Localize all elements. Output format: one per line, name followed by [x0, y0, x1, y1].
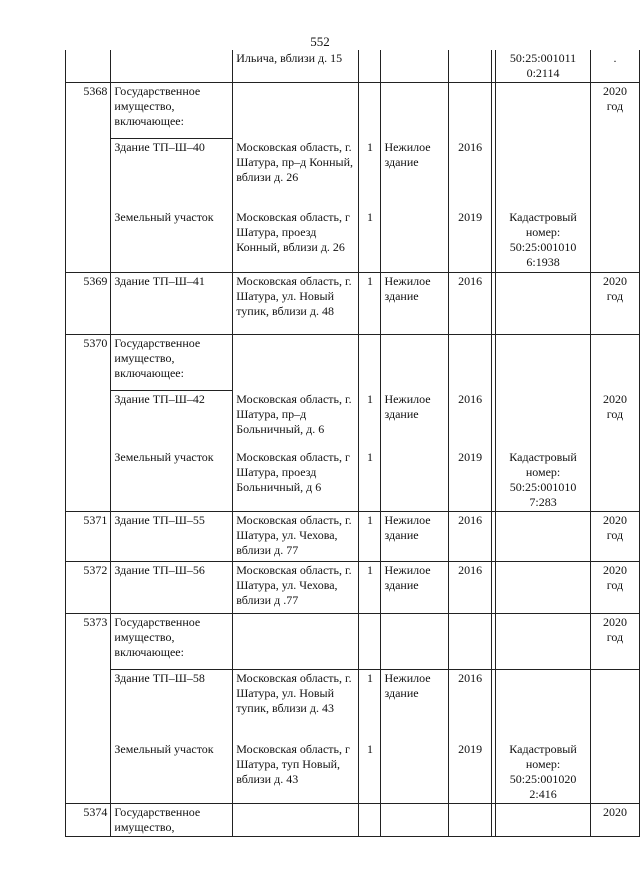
cell-name: Земельный участок: [111, 741, 233, 804]
cell-type: [381, 449, 448, 512]
cell-inclusion-year: .: [590, 50, 639, 83]
table-row: [66, 139, 640, 209]
cell-name: Земельный участок: [111, 209, 233, 273]
cell-year: 2019: [448, 209, 492, 273]
cell-year: 2016: [448, 391, 492, 449]
cell-year: [448, 804, 492, 837]
cell-inclusion-year: [590, 741, 639, 804]
cell-name: Государственное имущество, включающее:: [111, 83, 233, 139]
table-row: [66, 83, 640, 139]
table-row: [66, 50, 640, 83]
cell-cadastral: [496, 804, 591, 837]
cell-address: Московская область, г. Шатура, пр–д Конный, вблизи д. 26: [233, 139, 359, 209]
cell-inclusion-year: 2020 год: [590, 83, 639, 139]
cell-year: [448, 83, 492, 139]
cell-number: [66, 449, 111, 512]
cell-year: [448, 613, 492, 669]
cell-quantity: [359, 804, 381, 837]
cell-name: [111, 50, 233, 83]
cell-type: Нежилое здание: [381, 561, 448, 613]
cell-number: 5370: [66, 335, 111, 391]
cell-address: Московская область, г. Шатура, ул. Чехова, вблизи д .77: [233, 561, 359, 613]
cell-year: 2016: [448, 139, 492, 209]
cell-address: Московская область, г. Шатура, ул. Новый тупик, вблизи д. 48: [233, 273, 359, 335]
cell-type: [381, 83, 448, 139]
cell-address: Московская область, г Шатура, проезд Конный, вблизи д. 26: [233, 209, 359, 273]
cell-name: Здание ТП–Ш–56: [111, 561, 233, 613]
cell-year: [448, 335, 492, 391]
cell-inclusion-year: 2020: [590, 804, 639, 837]
cell-cadastral: 50:25:001011 0:2114: [496, 50, 591, 83]
cell-name: Государственное имущество, включающее:: [111, 335, 233, 391]
cell-type: Нежилое здание: [381, 669, 448, 741]
table-row: [66, 561, 640, 613]
cell-name: Здание ТП–Ш–42: [111, 391, 233, 449]
cell-number: [66, 209, 111, 273]
table-row: [66, 804, 640, 837]
cell-address: Московская область, г Шатура, туп Новый, вблизи д. 43: [233, 741, 359, 804]
cell-type: [381, 209, 448, 273]
cell-cadastral: [496, 335, 591, 391]
cell-quantity: 1: [359, 511, 381, 561]
cell-type: [381, 613, 448, 669]
cell-name: Здание ТП–Ш–41: [111, 273, 233, 335]
cell-cadastral: [496, 511, 591, 561]
cell-name: Здание ТП–Ш–40: [111, 139, 233, 209]
cell-number: [66, 139, 111, 209]
cell-cadastral: [496, 391, 591, 449]
cell-name: Здание ТП–Ш–58: [111, 669, 233, 741]
table-row: [66, 391, 640, 449]
cell-quantity: 1: [359, 561, 381, 613]
cell-name: Государственное имущество, включающее:: [111, 613, 233, 669]
cell-number: 5373: [66, 613, 111, 669]
cell-cadastral: Кадастровый номер: 50:25:001020 2:416: [496, 741, 591, 804]
cell-type: Нежилое здание: [381, 273, 448, 335]
cell-address: [233, 613, 359, 669]
cell-year: 2019: [448, 449, 492, 512]
cell-number: [66, 669, 111, 741]
cell-quantity: 1: [359, 139, 381, 209]
table-row: [66, 449, 640, 512]
cell-address: Московская область, г. Шатура, ул. Новый тупик, вблизи д. 43: [233, 669, 359, 741]
cell-number: 5368: [66, 83, 111, 139]
cell-cadastral: [496, 669, 591, 741]
cell-type: [381, 50, 448, 83]
cell-number: 5371: [66, 511, 111, 561]
cell-type: [381, 741, 448, 804]
table-row: [66, 511, 640, 561]
page-number: 552: [310, 34, 330, 49]
cell-year: 2016: [448, 273, 492, 335]
table-row: [66, 335, 640, 391]
cell-type: [381, 804, 448, 837]
cell-quantity: 1: [359, 669, 381, 741]
property-register-table: [65, 50, 640, 837]
cell-year: 2016: [448, 669, 492, 741]
cell-cadastral: Кадастровый номер: 50:25:001010 6:1938: [496, 209, 591, 273]
cell-type: Нежилое здание: [381, 511, 448, 561]
cell-cadastral: Кадастровый номер: 50:25:001010 7:283: [496, 449, 591, 512]
cell-number: [66, 50, 111, 83]
cell-inclusion-year: 2020 год: [590, 561, 639, 613]
cell-number: 5374: [66, 804, 111, 837]
cell-quantity: 1: [359, 209, 381, 273]
cell-quantity: [359, 335, 381, 391]
cell-quantity: [359, 83, 381, 139]
cell-inclusion-year: [590, 449, 639, 512]
cell-quantity: [359, 50, 381, 83]
cell-cadastral: [496, 561, 591, 613]
cell-inclusion-year: 2020 год: [590, 511, 639, 561]
cell-address: Московская область, г. Шатура, ул. Чехова, вблизи д. 77: [233, 511, 359, 561]
cell-inclusion-year: [590, 669, 639, 741]
cell-address: Ильича, вблизи д. 15: [233, 50, 359, 83]
cell-year: 2019: [448, 741, 492, 804]
cell-number: 5369: [66, 273, 111, 335]
cell-quantity: 1: [359, 741, 381, 804]
table-row: [66, 741, 640, 804]
cell-quantity: 1: [359, 273, 381, 335]
cell-type: Нежилое здание: [381, 139, 448, 209]
cell-year: 2016: [448, 561, 492, 613]
cell-cadastral: [496, 273, 591, 335]
cell-address: [233, 804, 359, 837]
table-row: [66, 209, 640, 273]
cell-name: Земельный участок: [111, 449, 233, 512]
cell-address: Московская область, г Шатура, проезд Больничный, д 6: [233, 449, 359, 512]
cell-quantity: 1: [359, 391, 381, 449]
cell-inclusion-year: [590, 209, 639, 273]
cell-name: Государственное имущество,: [111, 804, 233, 837]
cell-address: [233, 83, 359, 139]
cell-year: [448, 50, 492, 83]
cell-inclusion-year: [590, 335, 639, 391]
table-row: [66, 613, 640, 669]
cell-inclusion-year: [590, 139, 639, 209]
cell-cadastral: [496, 613, 591, 669]
cell-type: Нежилое здание: [381, 391, 448, 449]
cell-number: [66, 391, 111, 449]
cell-year: 2016: [448, 511, 492, 561]
cell-number: 5372: [66, 561, 111, 613]
cell-address: Московская область, г. Шатура, пр–д Больничный, д. 6: [233, 391, 359, 449]
cell-inclusion-year: 2020 год: [590, 613, 639, 669]
cell-address: [233, 335, 359, 391]
table-row: [66, 273, 640, 335]
cell-number: [66, 741, 111, 804]
table-row: [66, 669, 640, 741]
cell-name: Здание ТП–Ш–55: [111, 511, 233, 561]
cell-cadastral: [496, 139, 591, 209]
cell-type: [381, 335, 448, 391]
cell-inclusion-year: 2020 год: [590, 391, 639, 449]
cell-inclusion-year: 2020 год: [590, 273, 639, 335]
cell-quantity: 1: [359, 449, 381, 512]
cell-quantity: [359, 613, 381, 669]
cell-cadastral: [496, 83, 591, 139]
